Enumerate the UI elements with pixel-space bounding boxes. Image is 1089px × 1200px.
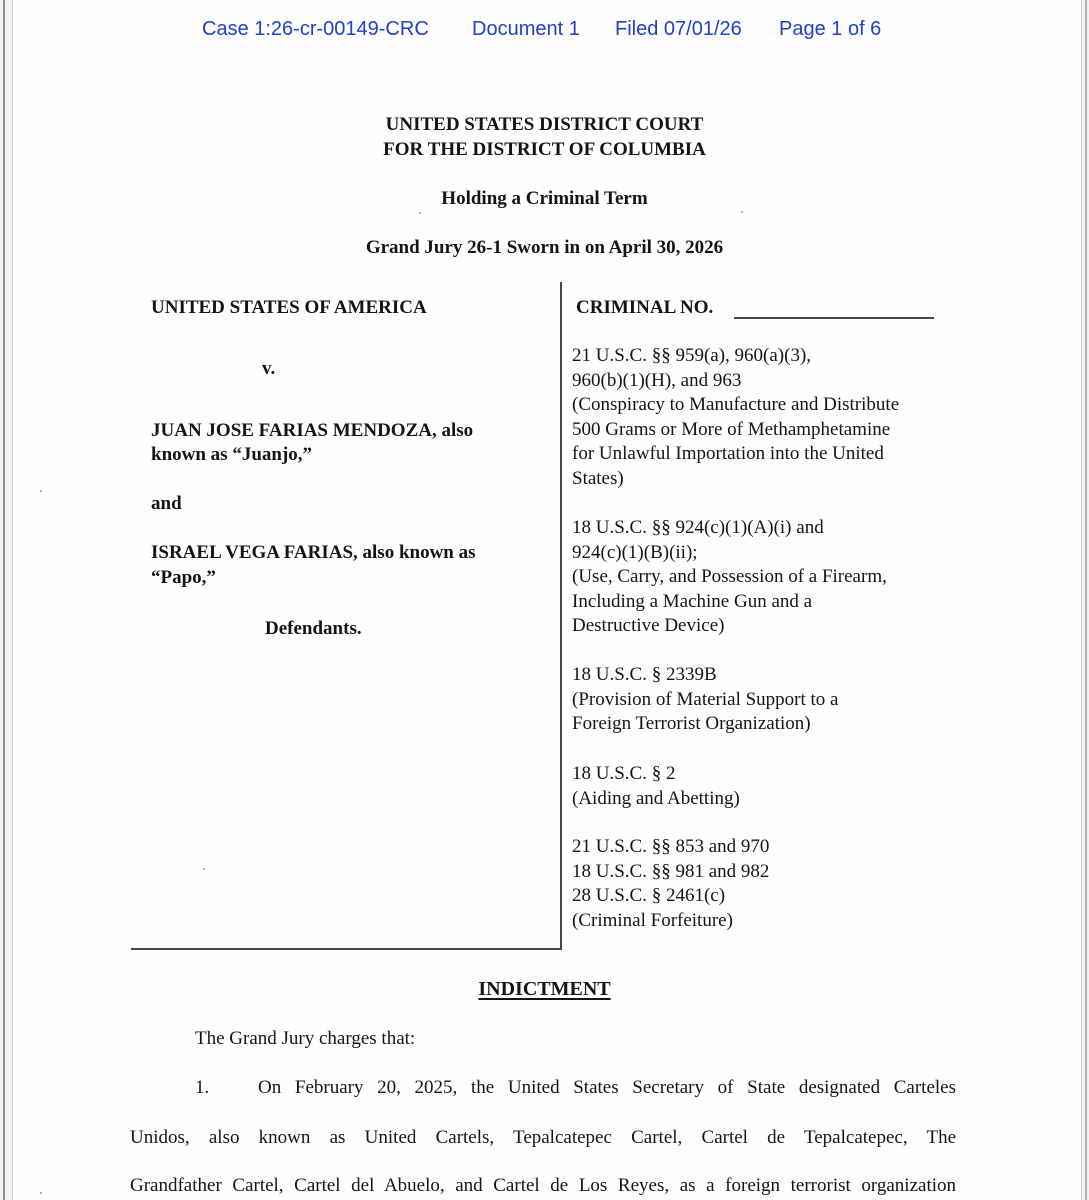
plaintiff: UNITED STATES OF AMERICA <box>151 297 427 318</box>
charge-block-1 <box>572 344 972 491</box>
charge-line: 18 U.S.C. § 2 <box>572 763 676 784</box>
criminal-term: Holding a Criminal Term <box>441 188 648 209</box>
grand-jury-charges-intro: The Grand Jury charges that: <box>195 1028 416 1049</box>
case-number: Case 1:26-cr-00149-CRC <box>202 18 429 40</box>
charge-line: (Aiding and Abetting) <box>572 787 740 809</box>
grand-jury-line: Grand Jury 26-1 Sworn in on April 30, 2026 <box>365 237 724 258</box>
scan-speck <box>203 868 205 870</box>
charge-line: Destructive Device) <box>572 615 725 636</box>
charge-line: 18 U.S.C. §§ 981 and 982 <box>572 860 770 882</box>
charge-block-3 <box>572 663 972 737</box>
charge-line: 500 Grams or More of Methamphetamine <box>572 418 891 440</box>
criminal-no-label: CRIMINAL NO. <box>576 297 714 318</box>
filed-date: Filed 07/01/26 <box>615 18 742 40</box>
defendant-2-line-1: ISRAEL VEGA FARIAS, also known as <box>151 542 476 563</box>
versus: v. <box>262 358 276 379</box>
charge-line: for Unlawful Importation into the United <box>572 443 884 464</box>
scan-edge-right <box>1085 0 1087 1200</box>
paragraph-1-line-1: On February 20, 2025, the United States Secretary of State designated Carteles <box>258 1077 956 1098</box>
charge-block-2 <box>572 516 972 639</box>
charge-line: Foreign Terrorist Organization) <box>572 713 811 734</box>
defendant-2-line-2: “Papo,” <box>151 567 216 588</box>
charge-line: (Provision of Material Support to a <box>572 688 839 710</box>
scan-speck <box>40 490 42 492</box>
paragraph-1-line-2: Unidos, also known as United Cartels, Tepalcatepec Cartel, Cartel de Tepalcatepec, The <box>130 1127 956 1148</box>
page-indicator: Page 1 of 6 <box>779 18 882 40</box>
court-district: FOR THE DISTRICT OF COLUMBIA <box>383 139 706 160</box>
court-name: UNITED STATES DISTRICT COURT <box>385 114 704 135</box>
defendants-label: Defendants. <box>265 618 362 639</box>
charge-line: States) <box>572 467 624 489</box>
charge-line: 21 U.S.C. §§ 959(a), 960(a)(3), <box>572 345 812 366</box>
charge-line: (Use, Carry, and Possession of a Firearm, <box>572 566 887 587</box>
charge-line: 21 U.S.C. §§ 853 and 970 <box>572 836 770 857</box>
scan-speck <box>40 1192 42 1194</box>
indictment-title: INDICTMENT <box>478 978 611 1000</box>
charge-block-5 <box>572 835 972 933</box>
charge-block-4 <box>572 762 972 811</box>
charge-line: (Conspiracy to Manufacture and Distribute <box>572 394 900 415</box>
charge-line: 28 U.S.C. § 2461(c) <box>572 885 726 906</box>
charge-line: 960(b)(1)(H), and 963 <box>572 369 742 391</box>
paragraph-1-line-3: Grandfather Cartel, Cartel del Abuelo, and Cartel de Los Reyes, as a foreign terrorist organization <box>130 1175 956 1196</box>
scan-edge-left <box>3 0 5 1200</box>
caption-vertical-rule <box>560 282 562 950</box>
charge-line: Including a Machine Gun and a <box>572 590 813 612</box>
charge-line: 18 U.S.C. §§ 924(c)(1)(A)(i) and <box>572 517 824 538</box>
caption-bottom-rule <box>131 948 561 950</box>
criminal-no-blank-line <box>734 317 934 319</box>
charge-line: 924(c)(1)(B)(ii); <box>572 541 698 563</box>
paragraph-number: 1. <box>195 1077 210 1098</box>
charge-line: (Criminal Forfeiture) <box>572 909 733 931</box>
charge-line: 18 U.S.C. § 2339B <box>572 664 717 685</box>
document-number: Document 1 <box>472 18 580 40</box>
scan-speck <box>419 212 421 214</box>
scan-speck <box>741 211 743 213</box>
defendant-1-line-2: known as “Juanjo,” <box>151 444 313 465</box>
defendant-1-line-1: JUAN JOSE FARIAS MENDOZA, also <box>151 420 474 441</box>
conjunction-and: and <box>151 493 182 514</box>
